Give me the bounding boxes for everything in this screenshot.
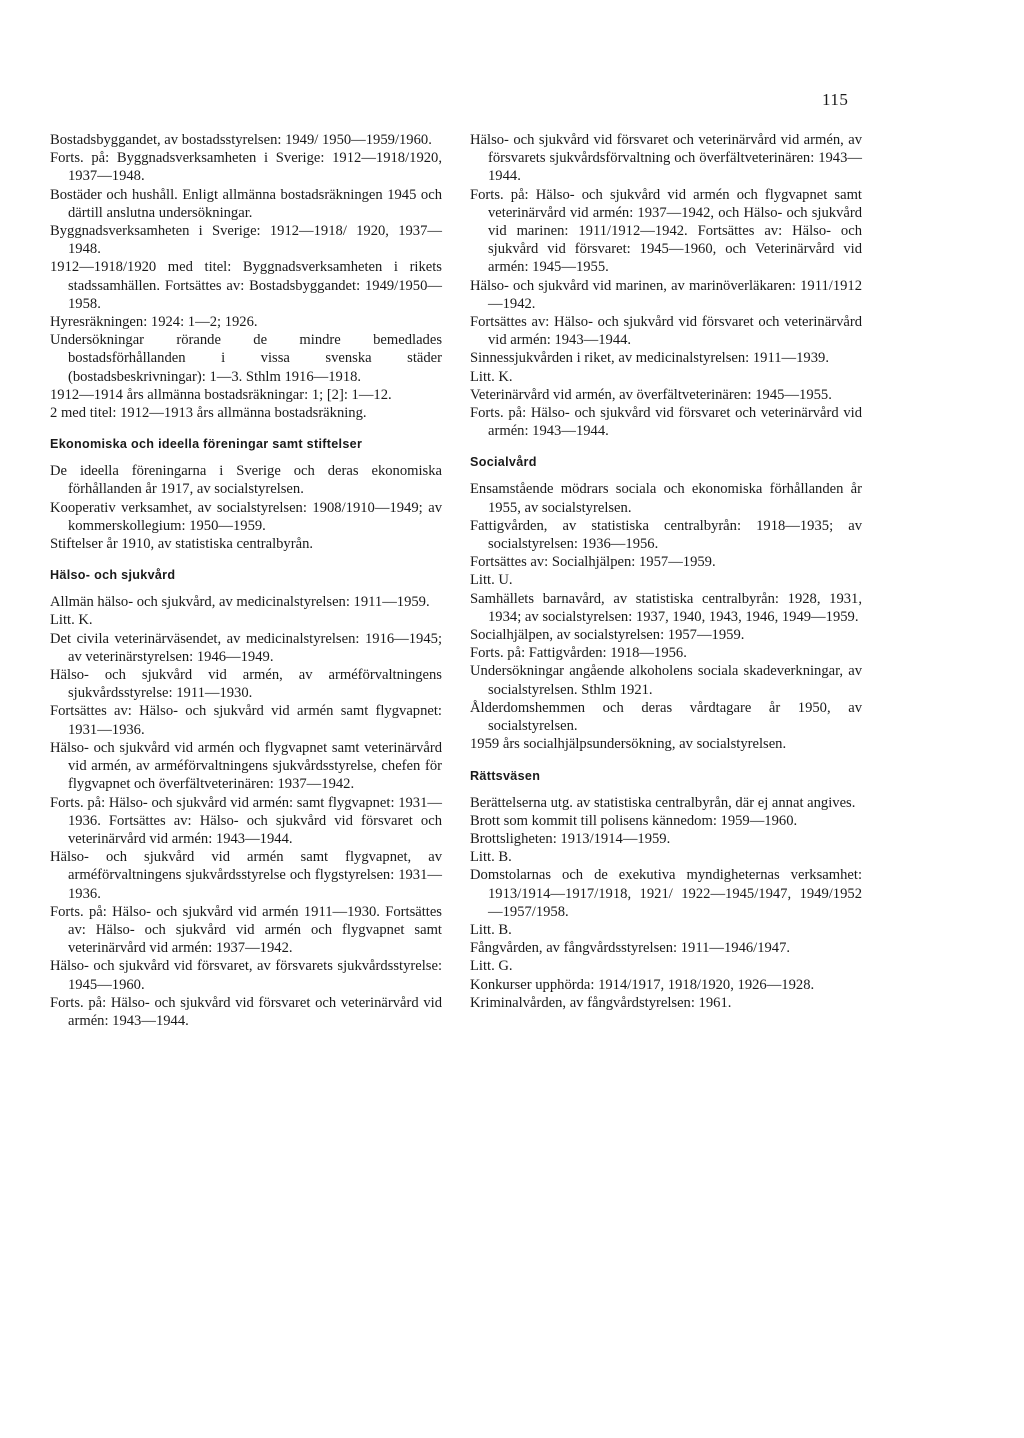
- bibliography-entry: Forts. på: Hälso- och sjukvård vid armén: samt flygvapnet: 1931—1936. Fortsättes av: Hälso- och sjukvård vid försvaret och veterinärvård vid armén: 1943—1944.: [50, 794, 442, 847]
- bibliography-entry: Socialhjälpen, av socialstyrelsen: 1957—1959.: [470, 627, 745, 644]
- bibliography-entry: Forts. på: Fattigvården: 1918—1956.: [470, 645, 687, 662]
- section-heading: Hälso- och sjukvård: [50, 568, 176, 583]
- bibliography-entry: Forts. på: Hälso- och sjukvård vid armén och flygvapnet samt veterinärvård vid armén: 1937—1942, och Hälso- och sjukvård vid marinen: 1911/1912—1942. Fortsättes av: Hälso- och sjukvård vid försvaret: 1945—1960, och Veterinärvård vid armén: 1945—1955.: [470, 186, 862, 276]
- bibliography-entry: 1912—1914 års allmänna bostadsräkningar: 1; [2]: 1—12.: [50, 386, 392, 403]
- bibliography-entry: Hälso- och sjukvård vid försvaret och veterinärvård vid armén, av försvarets sjukvårdsförvaltning och överfältveterinären: 1943—1944.: [470, 132, 862, 185]
- bibliography-entry: Litt. U.: [470, 572, 513, 589]
- bibliography-entry: Litt. B.: [470, 921, 512, 938]
- section-heading: Ekonomiska och ideella föreningar samt stiftelser: [50, 437, 363, 452]
- bibliography-entry: Konkurser upphörda: 1914/1917, 1918/1920, 1926—1928.: [470, 976, 815, 993]
- bibliography-entry: Hälso- och sjukvård vid armén, av arméförvaltningens sjukvårdsstyrelse: 1911—1930.: [50, 667, 442, 702]
- bibliography-entry: Undersökningar angående alkoholens sociala skadeverkningar, av socialstyrelsen. Sthlm 1921.: [470, 663, 862, 698]
- bibliography-entry: Fattigvården, av statistiska centralbyrån: 1918—1935; av socialstyrelsen: 1936—1956.: [470, 517, 862, 553]
- bibliography-entry: Bostäder och hushåll. Enligt allmänna bostadsräkningen 1945 och därtill anslutna undersökningar.: [50, 186, 442, 221]
- bibliography-entry: Bostadsbyggandet, av bostadsstyrelsen: 1949/ 1950—1959/1960.: [50, 132, 432, 148]
- bibliography-entry: Sinnessjukvården i riket, av medicinalstyrelsen: 1911—1939.: [470, 350, 829, 367]
- bibliography-entry: Litt. G.: [470, 958, 513, 975]
- bibliography-entry: De ideella föreningarna i Sverige och deras ekonomiska förhållanden år 1917, av socialstyrelsen.: [50, 463, 442, 498]
- bibliography-entry: Fortsättes av: Socialhjälpen: 1957—1959.: [470, 554, 716, 571]
- bibliography-entry: Forts. på: Hälso- och sjukvård vid armén 1911—1930. Fortsättes av: Hälso- och sjukvård vid armén och flygvapnet samt veterinärvård vid armén: 1937—1942.: [50, 903, 442, 957]
- bibliography-entry: Domstolarnas och de exekutiva myndigheternas verksamhet: 1913/1914—1917/1918, 1921/ 1922—1945/1947, 1949/1952—1957/1958.: [470, 867, 862, 920]
- bibliography-entry: Samhällets barnavård, av statistiska centralbyrån: 1928, 1931, 1934; av socialstyrelsen: 1937, 1940, 1943, 1946, 1949—1959.: [470, 590, 862, 625]
- bibliography-entry: Det civila veterinärväsendet, av medicinalstyrelsen: 1916—1945; av veterinärstyrelsen: 1946—1949.: [50, 630, 442, 665]
- section-heading: Rättsväsen: [470, 768, 541, 783]
- bibliography-entry: Fortsättes av: Hälso- och sjukvård vid försvaret och veterinärvård vid armén: 1943—1944.: [470, 314, 862, 349]
- section-heading: Socialvård: [470, 455, 537, 470]
- bibliography-entry: Brottsligheten: 1913/1914—1959.: [470, 830, 671, 847]
- bibliography-entry: Byggnadsverksamheten i Sverige: 1912—1918/ 1920, 1937—1948.: [50, 223, 442, 258]
- bibliography-entry: Litt. K.: [50, 612, 93, 629]
- right-column: [470, 131, 862, 1012]
- bibliography-entry: 1912—1918/1920 med titel: Byggnadsverksamheten i rikets stadssamhällen. Fortsättes av: Bostadsbyggandet: 1949/1950—1958.: [50, 259, 442, 312]
- bibliography-entry: Hälso- och sjukvård vid försvaret, av försvarets sjukvårdsstyrelse: 1945—1960.: [50, 958, 442, 993]
- bibliography-entry: Hälso- och sjukvård vid marinen, av marinöverläkaren: 1911/1912—1942.: [470, 277, 862, 312]
- bibliography-entry: Kooperativ verksamhet, av socialstyrelsen: 1908/1910—1949; av kommerskollegium: 1950—1959.: [50, 499, 442, 534]
- bibliography-entry: 2 med titel: 1912—1913 års allmänna bostadsräkning.: [50, 405, 367, 422]
- bibliography-entry: Fortsättes av: Hälso- och sjukvård vid armén samt flygvapnet: 1931—1936.: [50, 703, 442, 738]
- bibliography-entry: Forts. på: Hälso- och sjukvård vid försvaret och veterinärvård vid armén: 1943—1944.: [470, 405, 862, 440]
- bibliography-entry: Brott som kommit till polisens kännedom: 1959—1960.: [470, 812, 798, 829]
- bibliography-entry: Forts. på: Byggnadsverksamheten i Sverige: 1912—1918/1920, 1937—1948.: [50, 150, 442, 185]
- bibliography-entry: Allmän hälso- och sjukvård, av medicinalstyrelsen: 1911—1959.: [50, 594, 430, 611]
- bibliography-entry: Ålderdomshemmen och deras vårdtagare år 1950, av socialstyrelsen.: [470, 699, 862, 735]
- bibliography-entry: 1959 års socialhjälpsundersökning, av socialstyrelsen.: [470, 736, 787, 753]
- bibliography-entry: Litt. K.: [470, 368, 513, 385]
- bibliography-entry: Hälso- och sjukvård vid armén samt flygvapnet, av arméförvaltningens sjukvårdsstyrelse och flygstyrelsen: 1931—1936.: [50, 849, 442, 902]
- bibliography-entry: Undersökningar rörande de mindre bemedlades bostadsförhållanden i vissa svenska städer (bostadsbeskrivningar): 1—3. Sthlm 1916—1918.: [50, 332, 442, 385]
- bibliography-entry: Berättelserna utg. av statistiska centralbyrån, där ej annat angives.: [470, 794, 856, 811]
- bibliography-entry: Kriminalvården, av fångvårdstyrelsen: 1961.: [470, 994, 732, 1011]
- bibliography-entry: Fångvården, av fångvårdsstyrelsen: 1911—1946/1947.: [470, 940, 791, 957]
- bibliography-entry: Litt. B.: [470, 849, 512, 866]
- page-number: 115: [822, 90, 849, 109]
- bibliography-entry: Ensamstående mödrars sociala och ekonomiska förhållanden år 1955, av socialstyrelsen.: [470, 481, 862, 516]
- bibliography-entry: Hälso- och sjukvård vid armén och flygvapnet samt veterinärvård vid armén, av arméförvaltningens sjukvårdsstyrelse, chefen för flygvapnet och överfältveterinären: 1937—1942.: [50, 739, 442, 793]
- bibliography-entry: Forts. på: Hälso- och sjukvård vid försvaret och veterinärvård vid armén: 1943—1944.: [50, 994, 442, 1029]
- bibliography-entry: Stiftelser år 1910, av statistiska centralbyrån.: [50, 536, 314, 553]
- bibliography-entry: Hyresräkningen: 1924: 1—2; 1926.: [50, 314, 258, 331]
- bibliography-entry: Veterinärvård vid armén, av överfältveterinären: 1945—1955.: [470, 386, 832, 403]
- left-column: [50, 131, 442, 1030]
